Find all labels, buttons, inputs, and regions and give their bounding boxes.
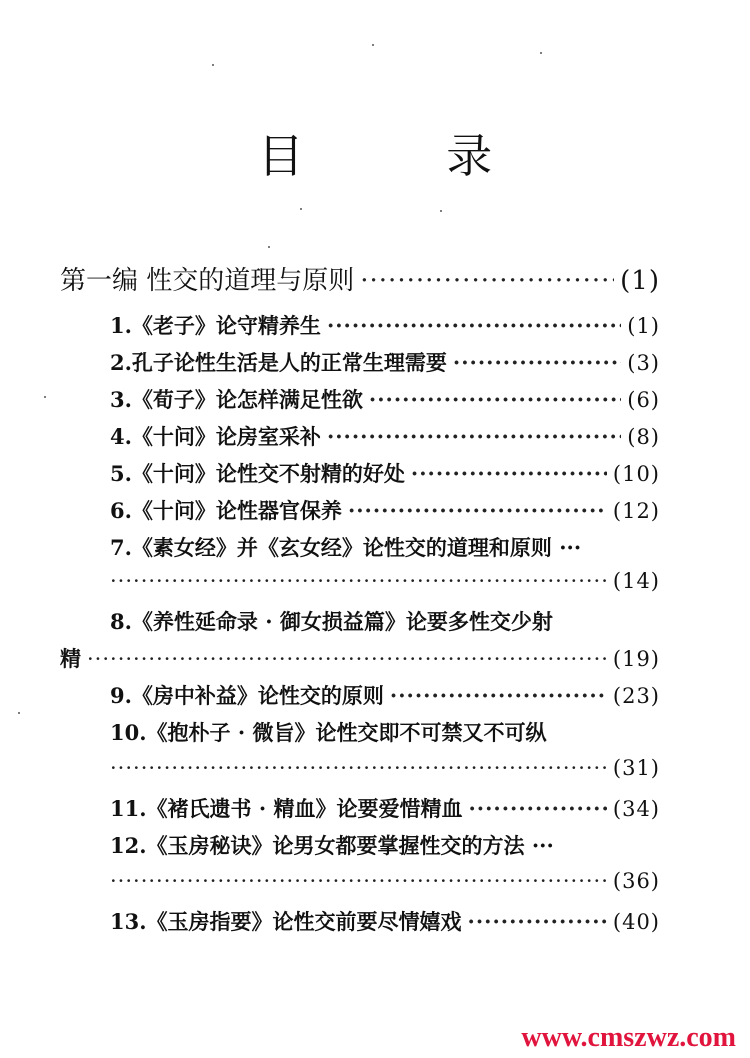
toc-entry-continuation[interactable] <box>110 756 660 780</box>
leader-dots <box>468 909 607 934</box>
leader-dots <box>110 756 607 780</box>
toc-page-number: (23) <box>612 684 660 708</box>
toc-page-number: (6) <box>627 388 660 412</box>
toc-entry[interactable] <box>110 717 660 747</box>
toc-page-number: (34) <box>612 797 660 821</box>
toc-entry[interactable] <box>110 495 660 525</box>
toc-entry-continuation[interactable] <box>110 569 660 593</box>
toc-entry-label: 12.《玉房秘诀》论男女都要掌握性交的方法 ··· <box>110 833 554 858</box>
toc-entry-label: 10.《抱朴子 · 微旨》论性交即不可禁又不可纵 <box>110 720 547 745</box>
leader-dots <box>110 869 607 893</box>
toc-entry-label-continuation: 精 <box>60 646 81 671</box>
toc-page-number: (3) <box>627 351 660 375</box>
toc-entry-label: 13.《玉房指要》论性交前要尽情嬉戏 <box>110 909 462 934</box>
toc-entry-continuation[interactable] <box>60 643 660 673</box>
toc-part-heading[interactable] <box>60 260 660 297</box>
leader-dots <box>348 498 607 523</box>
leader-dots <box>411 461 607 486</box>
scan-speck <box>300 208 302 210</box>
toc-page-number: (31) <box>612 756 660 780</box>
leader-dots <box>87 647 607 671</box>
toc-entry-label: 11.《褚氏遗书 · 精血》论要爱惜精血 <box>110 796 463 821</box>
toc-page-number: (10) <box>612 462 660 486</box>
toc-page-number: (1) <box>620 266 660 296</box>
toc-entry[interactable] <box>110 906 660 936</box>
toc-page-number: (12) <box>612 499 660 523</box>
toc-entry-continuation[interactable] <box>110 869 660 893</box>
toc-entry[interactable] <box>110 680 660 710</box>
toc-page-number: (1) <box>627 314 660 338</box>
scan-speck <box>372 44 374 46</box>
toc-entry-label: 7.《素女经》并《玄女经》论性交的道理和原则 ··· <box>110 535 582 560</box>
page-title: 目 录 <box>257 129 557 183</box>
toc-entry-label: 3.《荀子》论怎样满足性欲 <box>110 387 363 412</box>
scan-speck <box>440 210 442 212</box>
scan-speck <box>18 712 20 714</box>
toc-entry[interactable] <box>110 532 660 562</box>
toc-page-number: (36) <box>612 869 660 893</box>
toc-page-number: (19) <box>612 647 660 671</box>
scan-speck <box>268 246 270 248</box>
leader-dots <box>390 683 607 708</box>
leader-dots <box>360 266 614 296</box>
toc-entry[interactable] <box>110 421 660 451</box>
scan-speck <box>540 52 542 54</box>
toc-entry-label: 5.《十问》论性交不射精的好处 <box>110 461 405 486</box>
toc-entry[interactable] <box>110 310 660 340</box>
leader-dots <box>327 313 621 338</box>
toc-page-number: (8) <box>627 425 660 449</box>
scan-speck <box>212 64 214 66</box>
toc-entry[interactable] <box>110 384 660 414</box>
toc-entry[interactable] <box>110 458 660 488</box>
leader-dots <box>369 387 621 412</box>
toc-entry[interactable] <box>110 347 660 377</box>
toc-entry-label: 8.《养性延命录 · 御女损益篇》论要多性交少射 <box>110 609 553 634</box>
leader-dots <box>110 569 607 593</box>
leader-dots <box>327 424 621 449</box>
toc-entry-label: 1.《老子》论守精养生 <box>110 313 321 338</box>
site-watermark: www.cmszwz.com <box>521 1022 736 1053</box>
toc-entry-label: 4.《十问》论房室采补 <box>110 424 321 449</box>
toc-entry-label: 9.《房中补益》论性交的原则 <box>110 683 384 708</box>
toc-part-label: 第一编 性交的道理与原则 <box>60 266 355 296</box>
leader-dots <box>453 350 621 375</box>
toc-entry-label: 6.《十问》论性器官保养 <box>110 498 342 523</box>
toc-entry-label: 2.孔子论性生活是人的正常生理需要 <box>110 350 447 375</box>
scan-speck <box>44 396 46 398</box>
toc-page-number: (40) <box>612 910 660 934</box>
toc-entry[interactable] <box>110 793 660 823</box>
toc-page-number: (14) <box>612 569 660 593</box>
toc-entry[interactable] <box>110 606 660 636</box>
leader-dots <box>468 796 606 821</box>
toc-entry[interactable] <box>110 830 660 860</box>
